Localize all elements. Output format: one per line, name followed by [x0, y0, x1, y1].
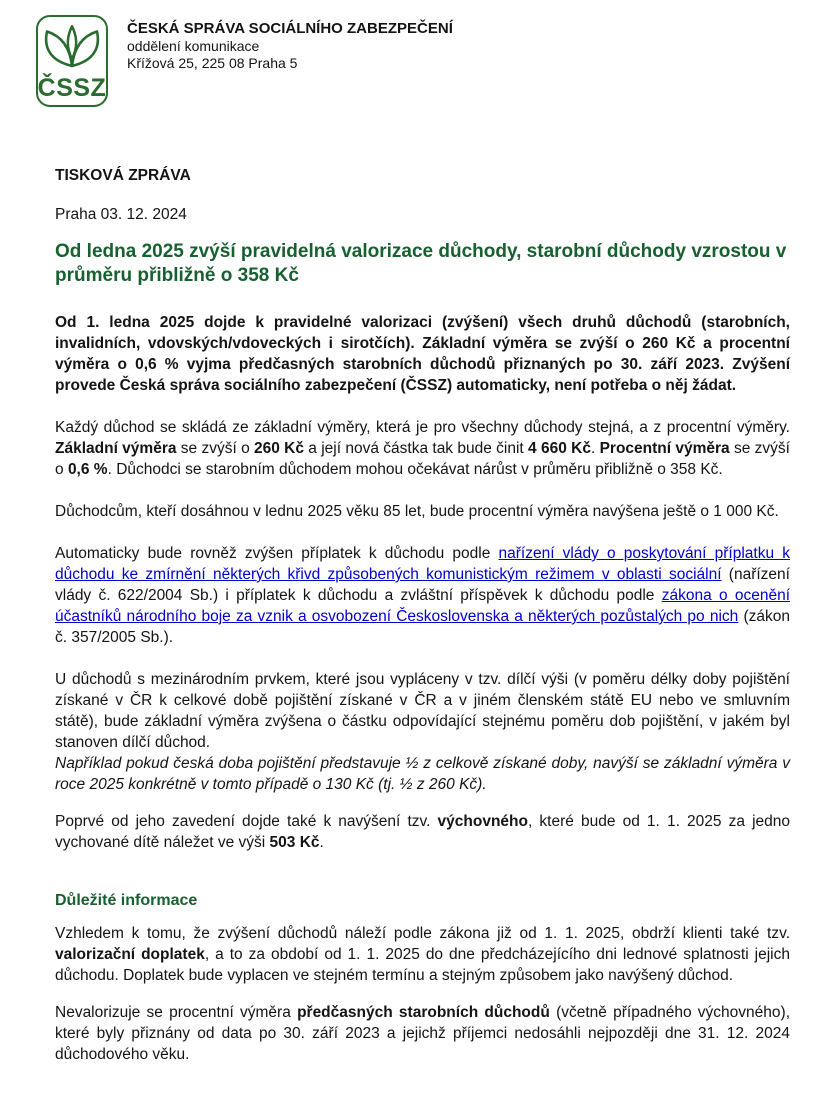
text-segment: 4 660 Kč — [528, 440, 591, 457]
text-segment: , a to za období od 1. 1. 2025 do dne předcházejícího dni lednové splatnosti jejich důchodu. Doplatek bude vyplacen ve stejném termínu a stejným způsobem jako navýšený důchod. — [55, 946, 790, 984]
page-title: Od ledna 2025 zvýší pravidelná valorizace důchody, starobní důchody vzrostou v průměru přibližně o 358 Kč — [55, 241, 787, 286]
text-segment: Základní výměra — [55, 440, 177, 457]
paragraph-doplatek — [55, 923, 790, 986]
text-segment: Například pokud česká doba pojištění představuje ½ z celkově získané doby, navýší se základní výměra v roce 2025 konkrétně v tomto případě o 130 Kč (tj. ½ z 260 Kč). — [55, 755, 790, 793]
text-segment: (včetně případného výchovného), které byly přiznány od data po 30. září 2023 a jejichž příjemci nedosáhli nejpozději dne 31. 12. 2024 důchodového věku. — [55, 1004, 790, 1063]
org-name: ČESKÁ SPRÁVA SOCIÁLNÍHO ZABEZPEČENÍ — [127, 20, 453, 37]
text-segment: se zvýší o — [176, 440, 255, 457]
cssz-logo — [36, 15, 108, 107]
text-segment: 503 Kč — [269, 834, 320, 851]
text-segment: (zákon č. 357/2005 Sb.). — [55, 608, 790, 646]
text-segment: . — [590, 440, 600, 457]
paragraph-vek85 — [55, 501, 790, 522]
paragraph-lead — [55, 312, 790, 396]
org-department: oddělení komunikace — [127, 38, 260, 54]
link-zakon-357-2005[interactable]: zákona o ocenění účastníků národního boje za vznik a osvobození Československa a některých pozůstalých po nich — [55, 587, 790, 625]
section-heading: Důležité informace — [55, 892, 198, 909]
text-segment: . — [319, 834, 324, 851]
paragraph-priplatky — [55, 543, 790, 648]
org-block — [127, 15, 453, 72]
text-segment: . Důchodci se starobním důchodem mohou očekávat nárůst v průměru přibližně o 358 Kč. — [107, 461, 723, 478]
link-narizeni-vlady-622-2004[interactable]: nařízení vlády o poskytování příplatku k důchodu ke zmírnění některých křivd způsobených komunistickým režimem v oblasti sociální — [55, 545, 790, 583]
text-segment: , které bude od 1. 1. 2025 za jedno vychované dítě náležet ve výši — [55, 813, 791, 851]
org-address: Křížová 25, 225 08 Praha 5 — [127, 55, 298, 71]
text-segment: U důchodů s mezinárodním prvkem, které jsou vypláceny v tzv. dílčí výši (v poměru délky doby pojištění získané v ČR k celkové době pojištění získané v ČR a v jiném členském státě EU nebo ve smluvním státě), bude základní výměra zvýšena o částku odpovídající stejnému poměru dob pojištění, v jakém byl stanoven dílčí důchod. — [55, 671, 790, 751]
paragraph-vychovne — [55, 811, 790, 853]
text-segment: výchovného — [437, 813, 528, 830]
text-segment: Každý důchod se skládá ze základní výměry, která je pro všechny důchody stejná, a z procentní výměry. — [55, 419, 790, 436]
text-segment: Důchodcům, kteří dosáhnou v lednu 2025 věku 85 let, bude procentní výměra navýšena ještě o 1 000 Kč. — [55, 503, 779, 520]
text-segment: Nevalorizuje se procentní výměra — [55, 1004, 298, 1021]
text-segment: a její nová částka tak bude činit — [304, 440, 529, 457]
text-segment: valorizační doplatek — [55, 946, 205, 963]
dateline: Praha 03. 12. 2024 — [55, 206, 187, 223]
linden-leaves-icon — [41, 22, 103, 72]
text-segment: Procentní výměra — [599, 440, 730, 457]
text-segment: Poprvé od jeho zavedení dojde také k navýšení tzv. — [55, 813, 438, 830]
text-segment: (nařízení vlády č. 622/2004 Sb.) i příplatek k důchodu a zvláštní příspěvek k důchodu podle — [55, 566, 790, 604]
paragraph-mezinarodni — [55, 669, 790, 795]
text-segment: 0,6 % — [67, 461, 108, 478]
paragraph-nevalorizuje — [55, 1002, 790, 1065]
text-segment: Vzhledem k tomu, že zvýšení důchodů náleží podle zákona již od 1. 1. 2025, obdrží klienti také tzv. — [55, 925, 790, 942]
text-segment: Od 1. ledna 2025 dojde k pravidelné valorizaci (zvýšení) všech druhů důchodů (starobních, invalidních, vdovských/vdoveckých i sirotčích). Základní výměra se zvýší o 260 Kč a procentní výměra o 0,6 % vyjma předčasných starobních důchodů přiznaných po 30. září 2023. Zvýšení provede Česká správa sociálního zabezpečení (ČSSZ) automaticky, není potřeba o něj žádat. — [55, 314, 790, 394]
text-segment: 260 Kč — [254, 440, 304, 457]
document-type-label: TISKOVÁ ZPRÁVA — [55, 167, 191, 184]
text-segment: předčasných starobních důchodů — [297, 1004, 550, 1021]
paragraph-vymera — [55, 417, 790, 480]
logo-text: ČSSZ — [37, 74, 107, 102]
document-body — [55, 165, 790, 1065]
text-segment: se zvýší o — [55, 440, 790, 478]
text-segment: Automaticky bude rovněž zvýšen příplatek k důchodu podle — [55, 545, 499, 562]
letterhead — [36, 15, 820, 107]
